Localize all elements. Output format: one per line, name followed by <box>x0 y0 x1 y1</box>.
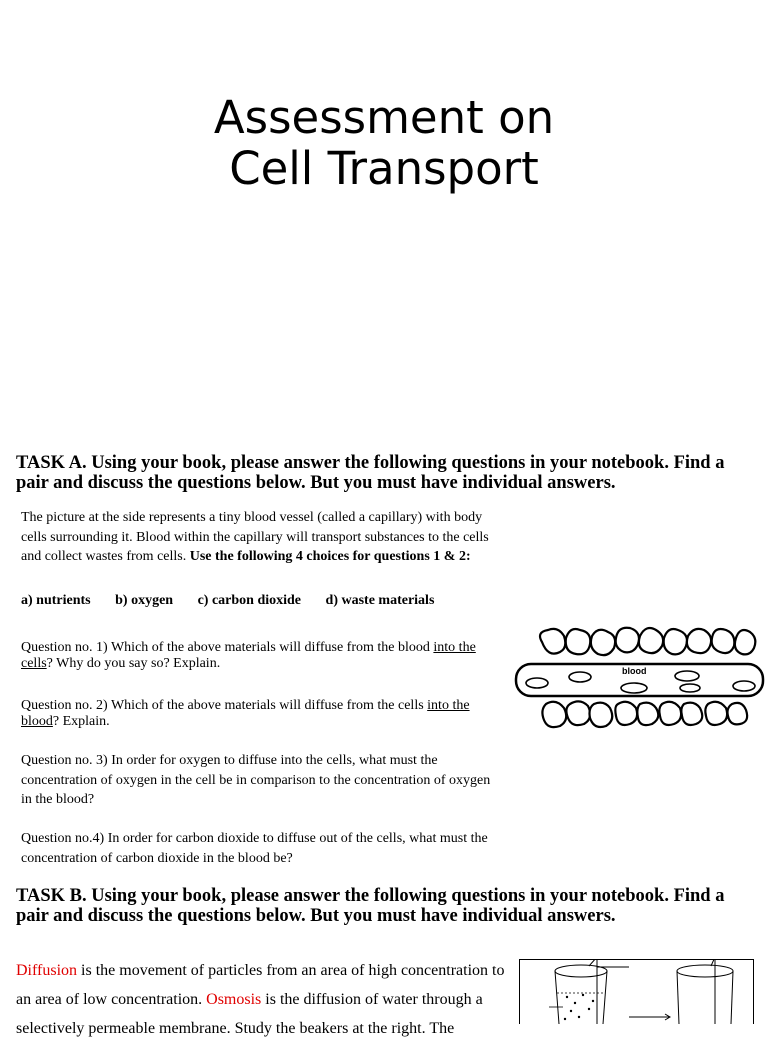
choice-d: d) waste materials <box>325 593 435 608</box>
osmosis-term: Osmosis <box>206 991 262 1008</box>
task-a-heading: TASK A. Using your book, please answer the following questions in your notebook. Find a pair and discuss the questions below. But you must have individual answers. <box>16 453 725 493</box>
capillary-diagram <box>512 624 766 734</box>
question-2 <box>21 698 491 730</box>
question-2-underline: into the blood <box>21 698 470 729</box>
task-b-heading: TASK B. Using your book, please answer the following questions in your notebook. Find a pair and discuss the questions below. But you must have individual answers. <box>16 886 725 926</box>
choice-b: b) oxygen <box>115 593 174 608</box>
question-1-underline: into the cells <box>21 640 476 671</box>
lower-body-cells <box>542 701 747 727</box>
title-line-1: Assessment on <box>213 91 555 144</box>
page-title <box>0 92 768 194</box>
task-b-text <box>16 956 511 1043</box>
diffusion-definition: is the movement of particles from an area of high concentration to an area of low concentration. <box>16 962 505 1008</box>
question-1-suffix: ? Why do you say so? Explain. <box>46 656 221 671</box>
choice-a: a) nutrients <box>21 593 91 608</box>
blood-label: blood <box>622 666 647 676</box>
question-1-text: Question no. 1) Which of the above materials will diffuse from the blood <box>21 640 434 655</box>
question-3: Question no. 3) In order for oxygen to diffuse into the cells, what must the concentration of oxygen in the cell be in comparison to the concentration of oxygen in the blood? <box>21 753 491 807</box>
upper-body-cells <box>540 628 755 655</box>
choice-c: c) carbon dioxide <box>197 593 302 608</box>
beakers-diagram <box>519 959 755 1024</box>
title-line-2: Cell Transport <box>229 142 539 195</box>
task-a-intro <box>21 508 491 567</box>
intro-bold-instruction: Use the following 4 choices for questions 1 & 2: <box>189 549 471 564</box>
answer-choices <box>21 592 455 610</box>
question-4: Question no.4) In order for carbon dioxide to diffuse out of the cells, what must the concentration of carbon dioxide in the blood be? <box>21 831 488 866</box>
question-2-text: Question no. 2) Which of the above materials will diffuse from the cells <box>21 698 428 713</box>
osmosis-definition: is the diffusion of water through a selectively permeable membrane. Study the beakers at the right. The <box>16 991 483 1037</box>
intro-text: The picture at the side represents a tiny blood vessel (called a capillary) with body cells surrounding it. Blood within the capillary will transport substances to the cells and collect wastes from cells. <box>21 510 489 564</box>
question-2-suffix: ? Explain. <box>52 714 110 729</box>
diffusion-term: Diffusion <box>16 962 78 979</box>
question-1 <box>21 640 491 672</box>
